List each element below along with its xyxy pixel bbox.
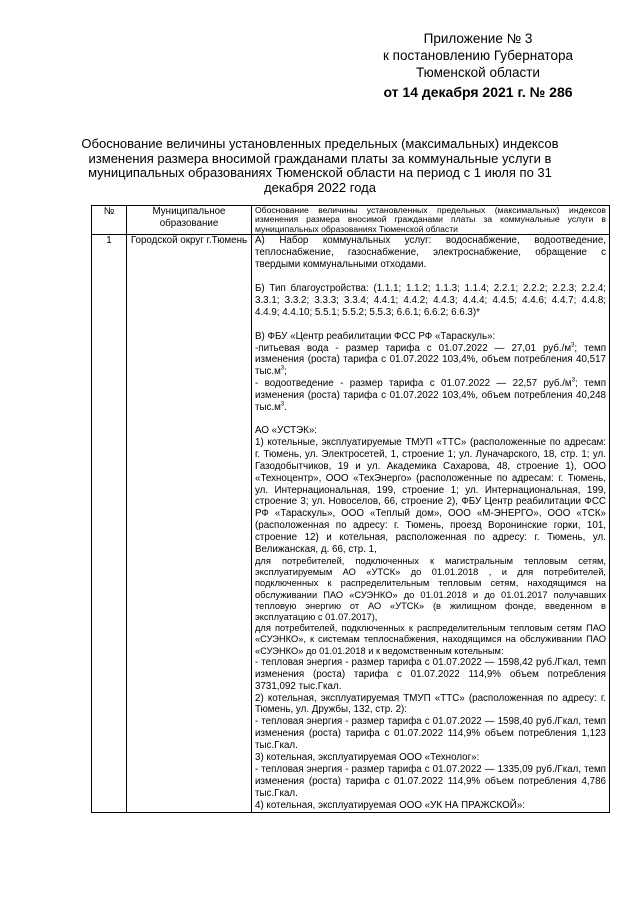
- header-municipality: Муниципальное образование: [127, 206, 252, 235]
- appendix-block: [368, 30, 588, 101]
- header-justification: Обоснование величины установленных предельных (максимальных) индексов изменения размера вносимой гражданами платы за коммунальные услуги в муниципальных образованиях Тюменской области: [252, 206, 610, 235]
- section-b: Б) Тип благоустройства: (1.1.1; 1.1.2; 1.1.3; 1.1.4; 2.2.1; 2.2.2; 2.2.3; 2.2.4; 3.3.1; 3.3.2; 3.3.3; 3.3.4; 4.4.1; 4.4.2; 4.4.3; 4.4.4; 4.4.5; 4.4.6; 4.4.7; 4.4.8; 4.4.9; 4.4.10; 5.5.1; 5.5.2; 5.5.3; 6.6.1; 6.6.2; 6.6.3)*: [255, 282, 606, 318]
- section-v-heading: В) ФБУ «Центр реабилитации ФСС РФ «Тараскуль»:: [255, 330, 496, 342]
- ustek-item-2: 2) котельная, эксплуатируемая ТМУП «ТТС» (расположенная по адресу: г. Тюмень, ул. Дружбы, 132, стр. 2):: [255, 692, 606, 716]
- heat-tariff-3: - тепловая энергия - размер тарифа с 01.07.2022 — 1335,09 руб./Гкал, темп изменения (роста) тарифа с 01.07.2022 114,9% объем потребления 4,786 тыс.Гкал.: [255, 763, 606, 799]
- row-number: 1: [92, 235, 127, 812]
- ustek-item-3: 3) котельная, эксплуатируемая ООО «Технолог»:: [255, 752, 480, 764]
- row-justification: [252, 235, 610, 812]
- consumers-paragraph-2: для потребителей, подключенных к распределительным тепловым сетям ПАО «СУЭНКО», к системам теплоснабжения, находящимся на обслуживании ПАО «СУЭНКО» до 01.01.2018 и к ведомственным котельным:: [255, 623, 606, 656]
- section-a: А) Набор коммунальных услуг: водоснабжение, водоотведение, теплоснабжение, газоснабжение, электроснабжение, обращение с твердыми коммунальными отходами.: [255, 235, 606, 271]
- heat-tariff-2: - тепловая энергия - размер тарифа с 01.07.2022 — 1598,40 руб./Гкал, темп изменения (роста) тарифа с 01.07.2022 114,9% объем потребления 1,123 тыс.Гкал.: [255, 716, 606, 752]
- document-title: Обоснование величины установленных предельных (максимальных) индексов изменения размера вносимой гражданами платы за коммунальные услуги в муниципальных образованиях Тюменской области на период с 1 июля по 31 декабря 2022 года: [81, 136, 559, 195]
- heat-tariff-1: - тепловая энергия - размер тарифа с 01.07.2022 — 1598,42 руб./Гкал, темп изменения (роста) тарифа с 01.07.2022 114,9% объем потребления 3731,092 тыс.Гкал.: [255, 656, 606, 692]
- appendix-label: Приложение № 3: [423, 31, 533, 46]
- appendix-line-2: к постановлению Губернатора: [383, 48, 573, 63]
- consumers-paragraph-1: для потребителей, подключенных к магистральным тепловым сетям, эксплуатируемым АО «УТСК» до 01.01.2018 , и для потребителей, подключенных к распределительным тепловым сетям, находящимся на обслуживании ПАО «СУЭНКО» до 01.01.2018 и до 01.01.2017 получавших тепловую энергию от АО «УТСК» (в жилищном фонде, введенном в эксплуатацию с 01.07.2017),: [255, 555, 606, 622]
- ustek-heading: АО «УСТЭК»:: [255, 425, 317, 436]
- table-row: [92, 235, 610, 812]
- ustek-item-4: 4) котельная, эксплуатируемая ООО «УК НА ПРАЖСКОЙ»:: [255, 799, 525, 811]
- drainage-tariff: - водоотведение - размер тарифа с 01.07.2022 — 22,57 $руб./м^3$; темп изменения (роста) тарифа с 01.07.2022 103,4%, объем потребления 40,248 $тыс.м^3$.: [255, 378, 606, 414]
- justification-table: [91, 205, 610, 813]
- header-number: №: [92, 206, 127, 235]
- appendix-date: от 14 декабря 2021 г. № 286: [383, 84, 573, 100]
- table-header-row: [92, 206, 610, 235]
- ustek-item-1: 1) котельные, эксплуатируемые ТМУП «ТТС» (расположенные по адресам: г. Тюмень, ул. Электросетей, 1, строение 1; ул. Луначарского, 18, стр. 1; ул. Газодобытчиков, 19 и ул. Академика Сахарова, 48, строение 1), ООО «Техноцентр», ООО «ТехЭнерго» (расположенные по адресам: г. Тюмень, ул. Интернациональная, 199, строение 1; ул. Интернациональная, 199, строение 3; ул. Новоселов, 66, строение 2), ФБУ Центр реабилитации ФСС РФ «Тараскуль», ООО «Теплый дом», ООО «М-ЭНЕРГО», ООО «ТСК» (расположенная по адресу: г. Тюмень, проезд Воронинские горки, 101, строение 12) и котельная, расположенная по адресу: г. Тюмень, ул. Велижанская, д. 66, стр. 1,: [255, 436, 606, 556]
- appendix-line-3: Тюменской области: [416, 65, 540, 80]
- row-municipality: Городской округ г.Тюмень: [127, 235, 252, 812]
- water-supply-tariff: -питьевая вода - размер тарифа с 01.07.2022 — 27,01 $руб./м^3$; темп изменения (роста) тарифа с 01.07.2022 103,4%, объем потребления 40,517 $тыс.м^3$;: [255, 342, 606, 378]
